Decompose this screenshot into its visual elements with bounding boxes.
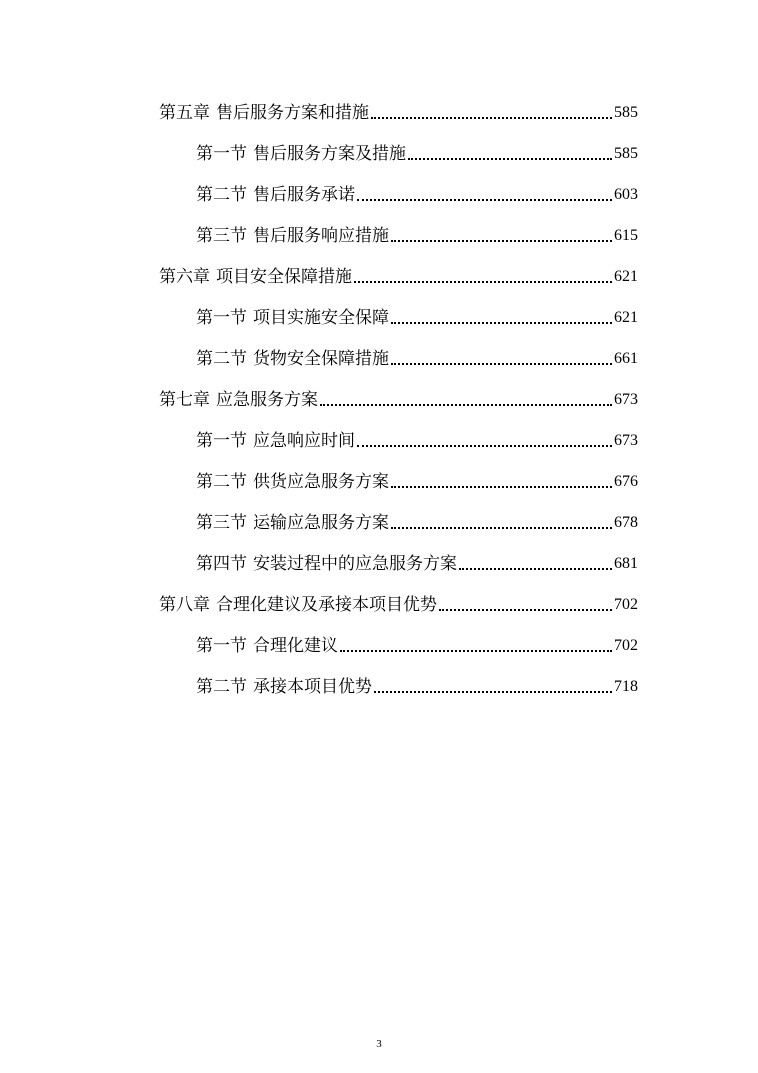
toc-entry-label — [159, 594, 439, 616]
toc-entry-label — [196, 143, 408, 165]
dot-leader — [391, 485, 612, 488]
dot-leader — [357, 444, 612, 447]
toc-entry-page: 585 — [614, 104, 638, 121]
toc-entry-label — [196, 184, 357, 206]
toc-entry-title: 售后服务响应措施 — [253, 226, 389, 246]
toc-entry-label — [196, 307, 391, 329]
toc-entry-label — [196, 225, 391, 247]
toc-section — [196, 215, 638, 247]
toc-entry-number: 第二节 — [196, 472, 247, 492]
toc-entry-page: 718 — [614, 678, 638, 695]
toc-section — [196, 420, 638, 452]
toc-entry-number: 第二节 — [196, 677, 247, 697]
toc-entry-number: 第三节 — [196, 513, 247, 533]
toc-entry-title: 合理化建议及承接本项目优势 — [216, 595, 437, 615]
toc-section — [196, 502, 638, 534]
toc-entry-title: 货物安全保障措施 — [253, 349, 389, 369]
dot-leader — [374, 690, 612, 693]
toc-entry-label — [159, 102, 371, 124]
toc-entry-page: 621 — [614, 309, 638, 326]
dot-leader — [371, 116, 612, 119]
toc-entry-title: 售后服务方案和措施 — [216, 103, 369, 123]
toc-entry-label — [196, 348, 391, 370]
toc-chapter — [159, 584, 638, 616]
toc-entry-label — [196, 635, 340, 657]
toc-entry-label — [196, 676, 374, 698]
dot-leader — [320, 403, 612, 406]
toc-section — [196, 543, 638, 575]
toc-entry-page: 702 — [614, 596, 638, 613]
toc-section — [196, 133, 638, 165]
toc-entry-label — [159, 389, 320, 411]
toc-entry-page: 702 — [614, 637, 638, 654]
toc-entry-title: 项目实施安全保障 — [253, 308, 389, 328]
dot-leader — [357, 198, 612, 201]
toc-entry-label — [196, 430, 357, 452]
dot-leader — [408, 157, 612, 160]
toc-entry-number: 第二节 — [196, 349, 247, 369]
toc-entry-title: 供货应急服务方案 — [253, 472, 389, 492]
dot-leader — [391, 321, 612, 324]
toc-entry-page: 603 — [614, 186, 638, 203]
dot-leader — [391, 526, 612, 529]
toc-entry-title: 安装过程中的应急服务方案 — [253, 554, 457, 574]
toc-entry-page: 676 — [614, 473, 638, 490]
page-number: 3 — [376, 1038, 382, 1050]
toc-entry-title: 项目安全保障措施 — [216, 267, 352, 287]
toc-entry-title: 应急响应时间 — [253, 431, 355, 451]
toc-entry-number: 第一节 — [196, 308, 247, 328]
toc-entry-title: 运输应急服务方案 — [253, 513, 389, 533]
toc-entry-label — [196, 512, 391, 534]
toc-entry-label — [196, 471, 391, 493]
dot-leader — [340, 649, 612, 652]
toc-entry-label — [196, 553, 459, 575]
toc-chapter — [159, 92, 638, 124]
toc-entry-page: 681 — [614, 555, 638, 572]
toc-entry-number: 第一节 — [196, 431, 247, 451]
dot-leader — [439, 608, 612, 611]
toc-entry-number: 第七章 — [159, 390, 210, 410]
toc-section — [196, 174, 638, 206]
toc-section — [196, 625, 638, 657]
toc-entry-title: 应急服务方案 — [216, 390, 318, 410]
toc-chapter — [159, 379, 638, 411]
toc-entry-number: 第六章 — [159, 267, 210, 287]
toc-entry-number: 第二节 — [196, 185, 247, 205]
toc-section — [196, 338, 638, 370]
toc-entry-number: 第八章 — [159, 595, 210, 615]
toc-entry-number: 第五章 — [159, 103, 210, 123]
toc-entry-page: 673 — [614, 391, 638, 408]
toc-entry-number: 第一节 — [196, 636, 247, 656]
toc-entry-number: 第四节 — [196, 554, 247, 574]
toc-entry-page: 678 — [614, 514, 638, 531]
toc-entry-number: 第一节 — [196, 144, 247, 164]
toc-entry-page: 615 — [614, 227, 638, 244]
toc-entry-page: 661 — [614, 350, 638, 367]
toc-section — [196, 461, 638, 493]
toc-entry-number: 第三节 — [196, 226, 247, 246]
toc-entry-page: 621 — [614, 268, 638, 285]
toc-chapter — [159, 256, 638, 288]
toc-entry-label — [159, 266, 354, 288]
dot-leader — [391, 239, 612, 242]
toc-entry-title: 合理化建议 — [253, 636, 338, 656]
dot-leader — [459, 567, 612, 570]
toc-section — [196, 297, 638, 329]
dot-leader — [391, 362, 612, 365]
toc-entry-page: 585 — [614, 145, 638, 162]
toc-entry-title: 承接本项目优势 — [253, 677, 372, 697]
toc-entry-title: 售后服务方案及措施 — [253, 144, 406, 164]
toc-section — [196, 666, 638, 698]
toc-entry-title: 售后服务承诺 — [253, 185, 355, 205]
dot-leader — [354, 280, 612, 283]
toc-entry-page: 673 — [614, 432, 638, 449]
